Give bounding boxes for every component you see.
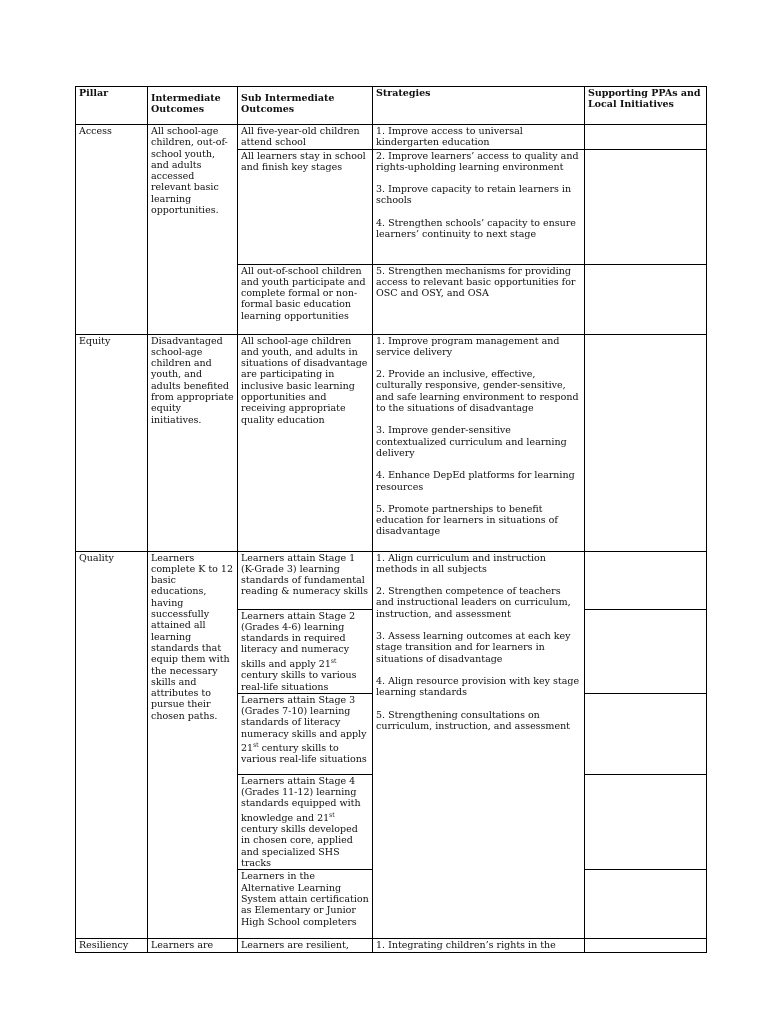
header-row <box>76 87 707 125</box>
sub-access-2: All learners stay in school and finish key stages <box>238 149 373 264</box>
sub-quality-4: Learners attain Stage 4 (Grades 11-12) learning standards equipped with knowledge and 21st century skills developed in chosen core, applied and specialized SHS tracks <box>238 774 373 870</box>
strategy-quality-3: 3. Assess learning outcomes at each key stage transition and for learners in situations of disadvantage <box>376 631 571 665</box>
pillar-equity: Equity <box>76 334 148 551</box>
document-page <box>75 86 707 953</box>
strategy-quality-1: 1. Align curriculum and instruction methods in all subjects <box>376 552 546 575</box>
strategy-equity-2: 2. Provide an inclusive, effective, culturally responsive, gender-sensitive, and safe learning environment to respond to the situations of disadvantage <box>376 369 579 415</box>
strategy-equity <box>373 334 585 551</box>
strategy-quality <box>373 551 585 939</box>
intermediate-access: All school-age children, out-of-school youth, and adults accessed relevant basic learning opportunities. <box>148 125 238 335</box>
sub-quality-1: Learners attain Stage 1 (K-Grade 3) learning standards of fundamental reading & numeracy skills <box>238 551 373 609</box>
header-supporting-ppas: Supporting PPAs and Local Initiatives <box>585 87 707 125</box>
strategy-access-5: 5. Strengthen mechanisms for providing access to relevant basic opportunities for OSC and OSY, and OSA <box>373 264 585 334</box>
table-row <box>76 334 707 551</box>
intermediate-equity: Disadvantaged school-age children and youth, and adults benefited from appropriate equity initiatives. <box>148 334 238 551</box>
sub-equity-1: All school-age children and youth, and adults in situations of disadvantage are participating in inclusive basic learning opportunities and receiving appropriate quality education <box>238 334 373 551</box>
strategy-equity-5: 5. Promote partnerships to benefit education for learners in situations of disadvantage <box>376 503 558 538</box>
supporting-cell <box>585 264 707 334</box>
pillar-quality: Quality <box>76 551 148 939</box>
pillar-access: Access <box>76 125 148 335</box>
supporting-cell <box>585 125 707 150</box>
supporting-cell <box>585 149 707 264</box>
sub-quality-3: Learners attain Stage 3 (Grades 7-10) learning standards of literacy numeracy skills and apply 21st century skills to various real-life situations <box>238 693 373 774</box>
strategy-equity-4: 4. Enhance DepEd platforms for learning resources <box>376 470 575 493</box>
strategy-equity-1: 1. Improve program management and service delivery <box>376 335 560 358</box>
supporting-cell <box>585 551 707 609</box>
supporting-cell <box>585 939 707 952</box>
pillar-resiliency: Resiliency <box>76 939 148 952</box>
outcomes-table <box>75 86 707 953</box>
sub-resiliency-1: Learners are resilient, <box>238 939 373 952</box>
table-row <box>76 939 707 952</box>
sub-quality-5: Learners in the Alternative Learning System attain certification as Elementary or Junior High School completers <box>238 870 373 939</box>
strategy-access-1: 1. Improve access to universal kindergarten education <box>373 125 585 150</box>
intermediate-quality: Learners complete K to 12 basic educations, having successfully attained all learning standards that equip them with the necessary skills and attributes to pursue their chosen paths. <box>148 551 238 939</box>
header-strategies: Strategies <box>373 87 585 125</box>
supporting-cell <box>585 334 707 551</box>
header-sub-intermediate-outcomes: Sub Intermediate Outcomes <box>238 87 373 125</box>
strategy-access-2: 2. Improve learners’ access to quality and rights-upholding learning environment <box>376 150 579 173</box>
supporting-cell <box>585 693 707 774</box>
supporting-cell <box>585 609 707 693</box>
strategy-equity-3: 3. Improve gender-sensitive contextualized curriculum and learning delivery <box>376 425 567 459</box>
strategy-access-3: 3. Improve capacity to retain learners in schools <box>376 184 572 207</box>
strategy-quality-2: 2. Strengthen competence of teachers and instructional leaders on curriculum, instruction, and assessment <box>376 586 571 620</box>
supporting-cell <box>585 774 707 870</box>
strategy-access-4: 4. Strengthen schools’ capacity to ensure learners’ continuity to next stage <box>376 217 576 241</box>
table-row <box>76 551 707 609</box>
intermediate-resiliency: Learners are <box>148 939 238 952</box>
table-row <box>76 125 707 150</box>
strategy-resiliency-1: 1. Integrating children’s rights in the <box>373 939 585 952</box>
sub-access-3: All out-of-school children and youth participate and complete formal or non-formal basic education learning opportunities <box>238 264 373 334</box>
sub-quality-2: Learners attain Stage 2 (Grades 4-6) learning standards in required literacy and numeracy skills and apply 21st century skills to various real-life situations <box>238 609 373 693</box>
strategy-quality-4: 4. Align resource provision with key stage learning standards <box>376 675 580 699</box>
supporting-cell <box>585 870 707 939</box>
sub-access-1: All five-year-old children attend school <box>238 125 373 150</box>
header-intermediate-outcomes: Intermediate Outcomes <box>148 87 238 125</box>
header-pillar: Pillar <box>76 87 148 125</box>
strategy-quality-5: 5. Strengthening consultations on curriculum, instruction, and assessment <box>376 709 571 732</box>
strategy-access-2-4 <box>373 149 585 264</box>
